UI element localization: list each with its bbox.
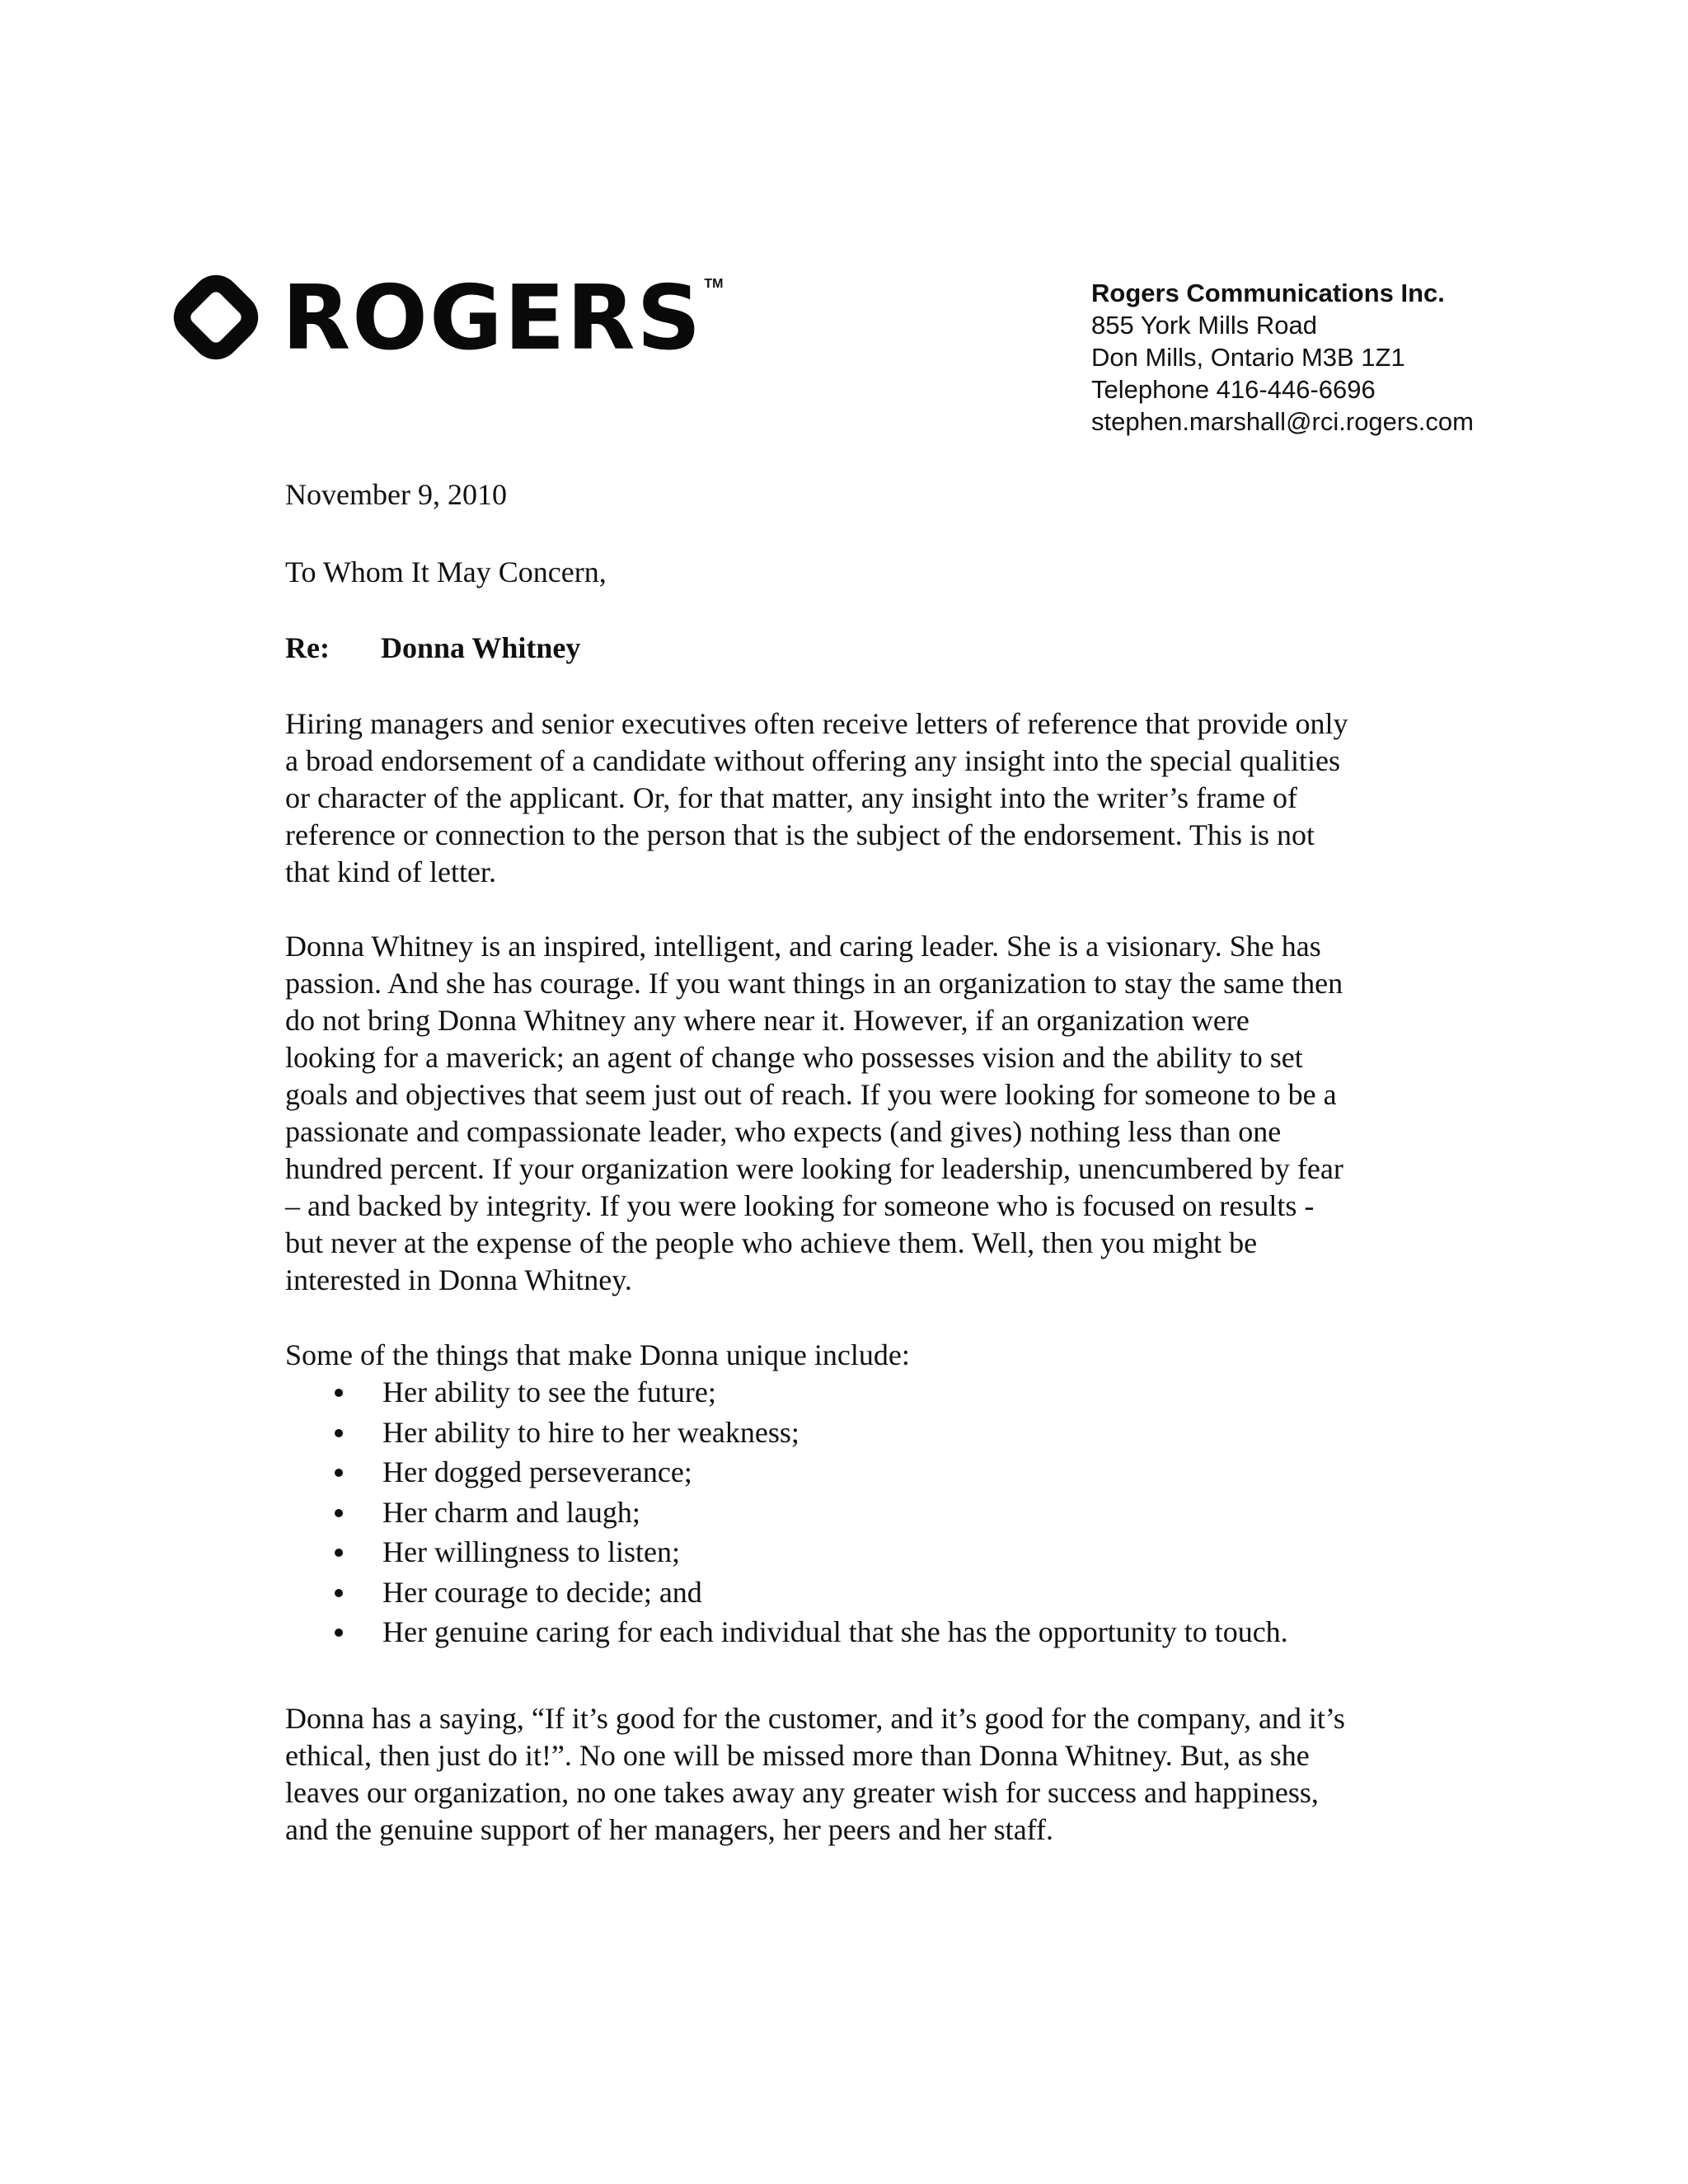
paragraph-line: passionate and compassionate leader, who expects (and gives) nothing less than one xyxy=(285,1115,1282,1148)
re-subject: Donna Whitney xyxy=(381,631,581,664)
list-intro: Some of the things that make Donna unique include: xyxy=(285,1338,910,1371)
paragraph-description xyxy=(285,928,1456,1299)
list-item xyxy=(285,1574,1456,1615)
paragraph-line: ethical, then just do it!”. No one will be missed more than Donna Whitney. But, as she xyxy=(285,1739,1310,1772)
paragraph-line: – and backed by integrity. If you were looking for someone who is focused on results - xyxy=(285,1189,1315,1222)
bullet-icon xyxy=(335,1629,343,1637)
address-email: stephen.marshall@rci.rogers.com xyxy=(1091,407,1474,436)
trademark-mark: TM xyxy=(704,277,724,291)
paragraph-line: looking for a maverick; an agent of change who possesses vision and the ability to set xyxy=(285,1041,1303,1074)
bullet-icon xyxy=(335,1589,343,1597)
paragraph-line: Donna Whitney is an inspired, intelligent, and caring leader. She is a visionary. She has xyxy=(285,930,1321,963)
paragraph-line: a broad endorsement of a candidate without offering any insight into the special qualities xyxy=(285,744,1340,777)
list-item xyxy=(285,1374,1456,1414)
qualities-list xyxy=(285,1374,1456,1654)
re-line xyxy=(285,630,580,667)
paragraph-line: Hiring managers and senior executives often receive letters of reference that provide only xyxy=(285,707,1348,740)
list-item xyxy=(285,1534,1456,1574)
list-item-text: Her ability to hire to her weakness; xyxy=(382,1415,799,1449)
company-name: Rogers Communications Inc. xyxy=(1091,279,1445,307)
paragraph-line: hundred percent. If your organization were looking for leadership, unencumbered by fear xyxy=(285,1152,1343,1185)
paragraph-line: or character of the applicant. Or, for that matter, any insight into the writer’s frame of xyxy=(285,781,1297,814)
list-item-text: Her dogged perseverance; xyxy=(382,1455,692,1488)
list-item-text: Her ability to see the future; xyxy=(382,1376,716,1408)
address-city: Don Mills, Ontario M3B 1Z1 xyxy=(1091,343,1405,372)
paragraph-line: goals and objectives that seem just out of reach. If you were looking for someone to be a xyxy=(285,1078,1337,1111)
paragraph-line: but never at the expense of the people who achieve them. Well, then you might be xyxy=(285,1226,1258,1259)
address-telephone: Telephone 416-446-6696 xyxy=(1091,375,1376,404)
rogers-diamond-icon xyxy=(163,265,269,370)
list-item-text: Her courage to decide; and xyxy=(382,1575,702,1609)
list-item xyxy=(285,1414,1456,1455)
paragraph-line: passion. And she has courage. If you want things in an organization to stay the same then xyxy=(285,967,1343,1000)
company-address xyxy=(1091,277,1474,438)
bullet-icon xyxy=(335,1429,343,1437)
paragraph-line: that kind of letter. xyxy=(285,855,496,888)
paragraph-line: do not bring Donna Whitney any where near it. However, if an organization were xyxy=(285,1004,1250,1037)
paragraph-line: reference or connection to the person that is the subject of the endorsement. This is not xyxy=(285,818,1315,851)
logo-wordmark: ROGERS xyxy=(282,267,703,370)
paragraph-closing xyxy=(285,1700,1456,1849)
list-item-text: Her willingness to listen; xyxy=(382,1535,680,1568)
paragraph-line: and the genuine support of her managers, her peers and her staff. xyxy=(285,1813,1053,1846)
list-item-text: Her charm and laugh; xyxy=(382,1495,640,1529)
list-item xyxy=(285,1454,1456,1494)
rogers-logo xyxy=(163,264,723,371)
paragraph-line: Donna has a saying, “If it’s good for the customer, and it’s good for the company, and it’s xyxy=(285,1702,1345,1735)
list-item xyxy=(285,1494,1456,1535)
bullet-icon xyxy=(335,1389,343,1397)
list-item-text: Her genuine caring for each individual that she has the opportunity to touch. xyxy=(382,1615,1288,1648)
letter-date: November 9, 2010 xyxy=(285,478,507,511)
paragraph-line: interested in Donna Whitney. xyxy=(285,1263,632,1296)
re-label: Re: xyxy=(285,631,330,664)
bullet-icon xyxy=(335,1469,343,1477)
bullet-icon xyxy=(335,1549,343,1557)
address-street: 855 York Mills Road xyxy=(1091,311,1317,340)
paragraph-line: leaves our organization, no one takes away any greater wish for success and happiness, xyxy=(285,1776,1319,1809)
list-item xyxy=(285,1614,1456,1654)
qualities-section xyxy=(285,1337,1456,1654)
bullet-icon xyxy=(335,1509,343,1517)
paragraph-intro xyxy=(285,705,1456,891)
salutation: To Whom It May Concern, xyxy=(285,555,607,588)
